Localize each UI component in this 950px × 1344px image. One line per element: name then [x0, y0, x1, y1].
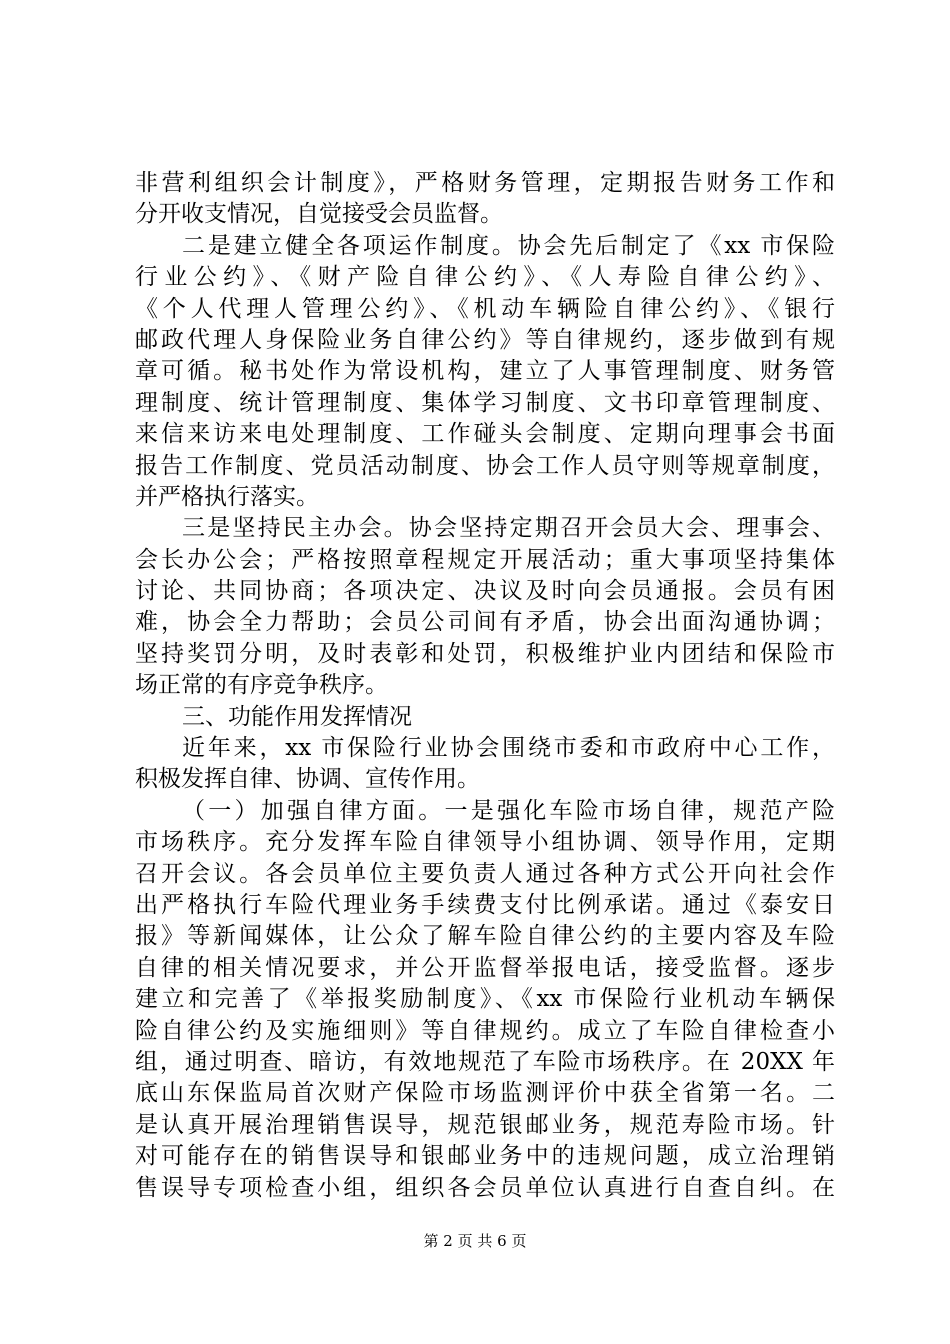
text-line: 组，通过明查、暗访，有效地规范了车险市场秩序。在 20XX 年 — [135, 1048, 835, 1075]
text-line: 非营利组织会计制度》，严格财务管理，定期报告财务工作和 — [135, 170, 835, 196]
text-line: 底山东保监局首次财产保险市场监测评价中获全省第一名。二 — [135, 1080, 835, 1107]
text-line: 出严格执行车险代理业务手续费支付比例承诺。通过《泰安日 — [135, 891, 835, 918]
page-footer: 第 2 页 共 6 页 — [423, 1232, 527, 1250]
text-line: （一）加强自律方面。一是强化车险市场自律，规范产险 — [182, 797, 835, 824]
text-line: 来信来访来电处理制度、工作碰头会制度、定期向理事会书面 — [135, 421, 835, 448]
text-line: 市场秩序。充分发挥车险自律领导小组协调、领导作用，定期 — [135, 829, 835, 856]
text-line: 是认真开展治理销售误导，规范银邮业务，规范寿险市场。针 — [135, 1111, 835, 1138]
text-line: 二是建立健全各项运作制度。协会先后制定了《xx 市保险 — [182, 232, 835, 259]
text-line: 积极发挥自律、协调、宣传作用。 — [135, 766, 480, 793]
text-line: 三、功能作用发挥情况 — [182, 703, 412, 730]
text-line: 理制度、统计管理制度、集体学习制度、文书印章管理制度、 — [135, 389, 835, 416]
text-line: 险自律公约及实施细则》等自律规约。成立了车险自律检查小 — [135, 1017, 835, 1044]
text-line: 分开收支情况，自觉接受会员监督。 — [135, 201, 503, 228]
text-line: 对可能存在的销售误导和银邮业务中的违规问题，成立治理销 — [135, 1143, 835, 1170]
text-line: 讨论、共同协商；各项决定、决议及时向会员通报。会员有困 — [135, 578, 835, 605]
text-line: 近年来，xx 市保险行业协会围绕市委和市政府中心工作， — [182, 735, 835, 762]
text-line: 售误导专项检查小组，组织各会员单位认真进行自查自纠。在 — [135, 1174, 835, 1201]
text-line: 邮政代理人身保险业务自律公约》等自律规约，逐步做到有规 — [135, 326, 835, 353]
text-line: 报》等新闻媒体，让公众了解车险自律公约的主要内容及车险 — [135, 923, 835, 950]
text-line: 行业公约》、《财产险自律公约》、《人寿险自律公约》、 — [135, 264, 835, 291]
text-line: 三是坚持民主办会。协会坚持定期召开会员大会、理事会、 — [182, 515, 835, 542]
text-line: 场正常的有序竞争秩序。 — [135, 672, 388, 699]
text-line: 《个人代理人管理公约》、《机动车辆险自律公约》、《银行 — [135, 295, 835, 322]
text-line: 会长办公会；严格按照章程规定开展活动；重大事项坚持集体 — [135, 546, 835, 573]
text-line: 自律的相关情况要求，并公开监督举报电话，接受监督。逐步 — [135, 954, 835, 981]
text-line: 章可循。秘书处作为常设机构，建立了人事管理制度、财务管 — [135, 358, 835, 385]
text-line: 建立和完善了《举报奖励制度》、《xx 市保险行业机动车辆保 — [135, 986, 835, 1013]
document-body — [135, 168, 835, 1204]
text-line: 召开会议。各会员单位主要负责人通过各种方式公开向社会作 — [135, 860, 835, 887]
text-line: 并严格执行落实。 — [135, 483, 319, 510]
text-line: 难，协会全力帮助；会员公司间有矛盾，协会出面沟通协调； — [135, 609, 835, 636]
text-line: 坚持奖罚分明，及时表彰和处罚，积极维护业内团结和保险市 — [135, 640, 835, 667]
text-line: 报告工作制度、党员活动制度、协会工作人员守则等规章制度， — [135, 452, 835, 479]
